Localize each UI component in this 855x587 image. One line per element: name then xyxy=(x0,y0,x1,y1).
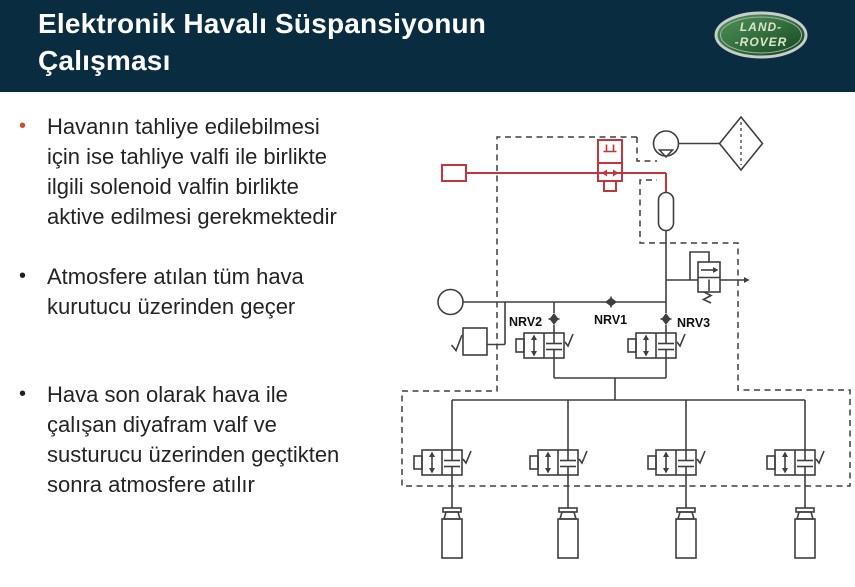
pneumatic-schematic xyxy=(390,100,855,587)
air-spring-icon xyxy=(442,508,462,558)
atmosphere-outlet-arrow xyxy=(744,277,750,283)
bullet-line: ilgili solenoid valfin birlikte xyxy=(47,174,299,199)
logo-text-top: LAND- xyxy=(739,20,783,34)
corner-solenoid-valve-icon xyxy=(767,450,824,475)
check-valve-nrv1-icon xyxy=(605,297,617,308)
bullet-item-dryer xyxy=(0,262,400,322)
bullet-line: aktive edilmesi gerekmektedir xyxy=(47,204,337,229)
bullet-text xyxy=(47,262,400,322)
valve-block-enclosure-dashed xyxy=(402,137,850,486)
page-title-line2: Çalışması xyxy=(38,45,171,76)
air-dryer-icon xyxy=(659,193,674,231)
gallery-solenoid-valve-icon xyxy=(628,333,685,358)
bullet-line: çalışan diyafram valf ve xyxy=(47,412,277,437)
bullet-item-diaphragm-valve xyxy=(0,380,400,500)
page-title xyxy=(38,5,486,79)
bullet-line: Hava son olarak hava ile xyxy=(47,382,288,407)
bullet-marker: • xyxy=(19,383,27,405)
land-rover-logo xyxy=(714,11,808,59)
label-nrv1: NRV1 xyxy=(594,313,628,327)
header-bar xyxy=(0,0,855,92)
air-spring-icon xyxy=(558,508,578,558)
ecu-signal-box xyxy=(442,165,466,181)
bullet-line: Havanın tahliye edilebilmesi xyxy=(47,114,320,139)
air-spring-icon xyxy=(795,508,815,558)
diaphragm-valve-icon xyxy=(666,252,750,303)
bullet-line: susturucu üzerinden geçtikten xyxy=(47,442,340,467)
corner-solenoid-valve-icon xyxy=(414,450,471,475)
bullet-item-exhaust-valve xyxy=(0,112,400,232)
air-filter-icon xyxy=(720,117,763,170)
corner-solenoid-valve-icon xyxy=(530,450,587,475)
bullet-line: Atmosfere atılan tüm hava xyxy=(47,264,304,289)
bullet-line: için ise tahliye valfi ile birlikte xyxy=(47,144,327,169)
gallery-solenoid-valve-icon xyxy=(516,333,573,358)
red-highlight-circuit xyxy=(442,140,666,193)
bullet-marker: • xyxy=(19,115,27,137)
air-spring-icon xyxy=(676,508,696,558)
bullet-text xyxy=(47,112,400,232)
air-intake-icon xyxy=(438,290,463,315)
exhaust-solenoid-valve-icon xyxy=(598,140,622,191)
corner-solenoid-valve-icon xyxy=(648,450,705,475)
label-nrv2: NRV2 xyxy=(509,315,543,329)
bullet-line: kurutucu üzerinden geçer xyxy=(47,294,296,319)
check-valve-nrv2-icon xyxy=(549,313,560,325)
bullet-marker: • xyxy=(19,265,27,287)
page-title-line1: Elektronik Havalı Süspansiyonun xyxy=(38,8,487,39)
bullet-text xyxy=(47,380,400,500)
logo-text-bottom: -ROVER xyxy=(734,35,788,49)
label-nrv3: NRV3 xyxy=(677,316,711,330)
bullet-line: sonra atmosfere atılır xyxy=(47,472,255,497)
check-valve-nrv3-icon xyxy=(661,313,672,325)
compressor-icon xyxy=(654,131,679,157)
